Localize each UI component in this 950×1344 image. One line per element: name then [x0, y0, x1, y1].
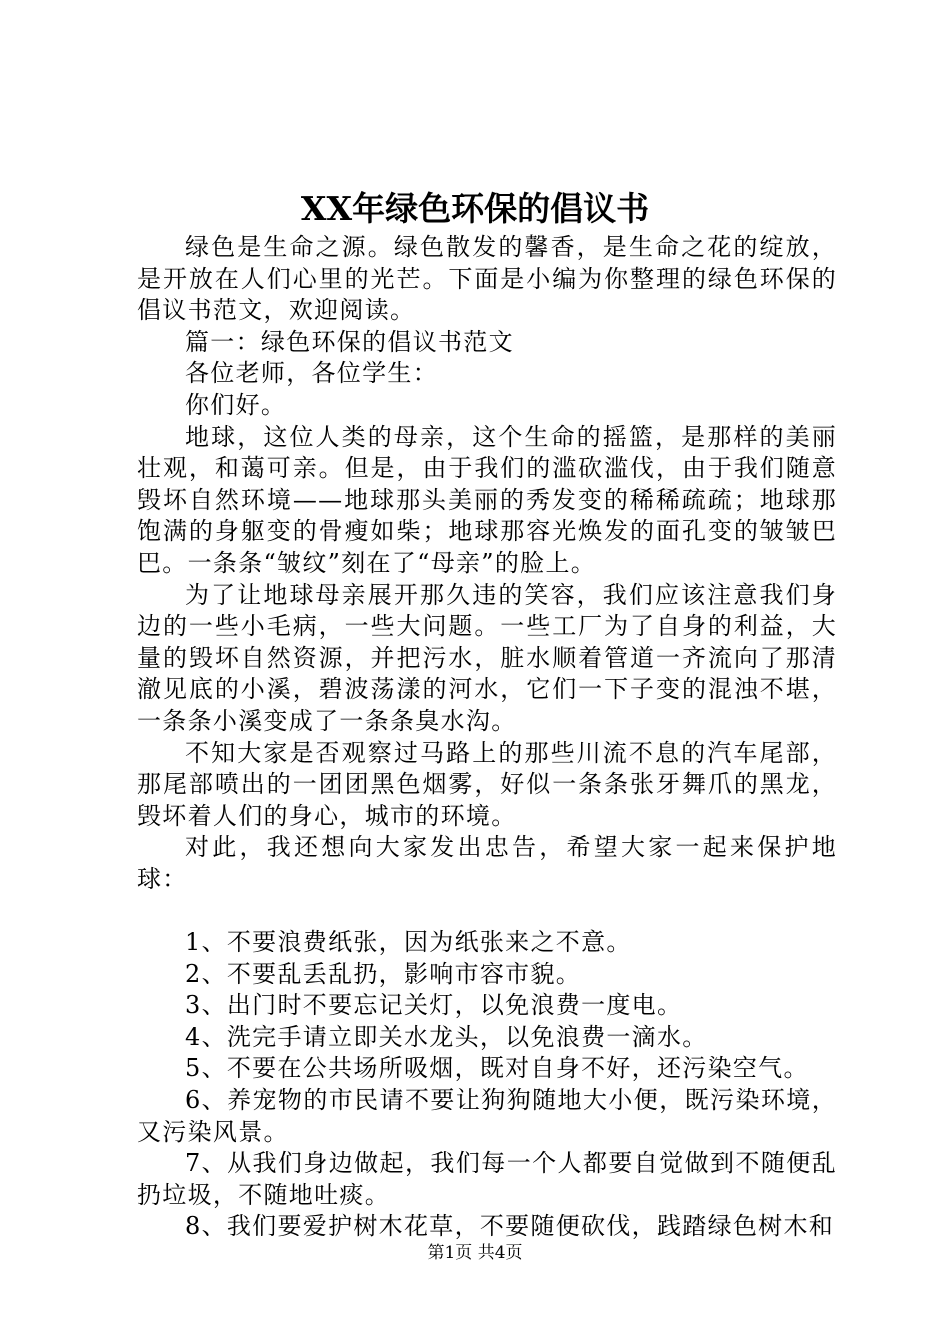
- paragraph-greeting: 你们好。: [185, 390, 287, 419]
- list-item: 2、不要乱丢乱扔，影响市容市貌。: [185, 959, 582, 988]
- paragraph-section-heading: 篇一：绿色环保的倡议书范文: [185, 327, 514, 356]
- paragraph-intro: 绿色是生命之源。绿色散发的馨香，是生命之花的绽放，是开放在人们心里的光芒。下面是小编为你整理的绿色环保的倡议书范文，欢迎阅读。: [137, 233, 837, 325]
- document-title: XX年绿色环保的倡议书: [300, 189, 650, 228]
- list-item: 6、养宠物的市民请不要让狗狗随地大小便，既污染环境，又污染风景。: [137, 1086, 837, 1146]
- paragraph-salutation: 各位老师，各位学生：: [185, 359, 438, 388]
- document-body: [137, 232, 837, 1243]
- paragraph-exhaust: 不知大家是否观察过马路上的那些川流不息的汽车尾部，那尾部喷出的一团团黑色烟雾，好似一条条张牙舞爪的黑龙，毁坏着人们的身心，城市的环境。: [137, 738, 837, 830]
- blank-line: [137, 895, 837, 927]
- list-item: 7、从我们身边做起，我们每一个人都要自觉做到不随便乱扔垃圾，不随地吐痰。: [137, 1149, 837, 1209]
- page-footer: 第1页 共4页: [427, 1243, 523, 1263]
- paragraph-pollution: 为了让地球母亲展开那久违的笑容，我们应该注意我们身边的一些小毛病，一些大问题。一些工厂为了自身的利益，大量的毁坏自然资源，并把污水，脏水顺着管道一齐流向了那清澈见底的小溪，碧波荡漾的河水，它们一下子变的混浊不堪，一条条小溪变成了一条条臭水沟。: [137, 580, 837, 735]
- list-item: 1、不要浪费纸张，因为纸张来之不意。: [185, 928, 632, 957]
- paragraph-appeal: 对此，我还想向大家发出忠告，希望大家一起来保护地球：: [137, 833, 837, 893]
- paragraph-earth: 地球，这位人类的母亲，这个生命的摇篮，是那样的美丽壮观，和蔼可亲。但是，由于我们的滥砍滥伐，由于我们随意毁坏自然环境——地球那头美丽的秀发变的稀稀疏疏；地球那饱满的身躯变的骨瘦如柴；地球那容光焕发的面孔变的皱皱巴巴。一条条“皱纹”刻在了“母亲”的脸上。: [137, 422, 837, 577]
- list-item: 3、出门时不要忘记关灯，以免浪费一度电。: [185, 991, 683, 1020]
- list-item: 4、洗完手请立即关水龙头，以免浪费一滴水。: [185, 1022, 708, 1051]
- list-item: 5、不要在公共场所吸烟，既对自身不好，还污染空气。: [185, 1054, 809, 1083]
- list-item: 8、我们要爱护树木花草，不要随便砍伐，践踏绿色树木和: [185, 1212, 835, 1241]
